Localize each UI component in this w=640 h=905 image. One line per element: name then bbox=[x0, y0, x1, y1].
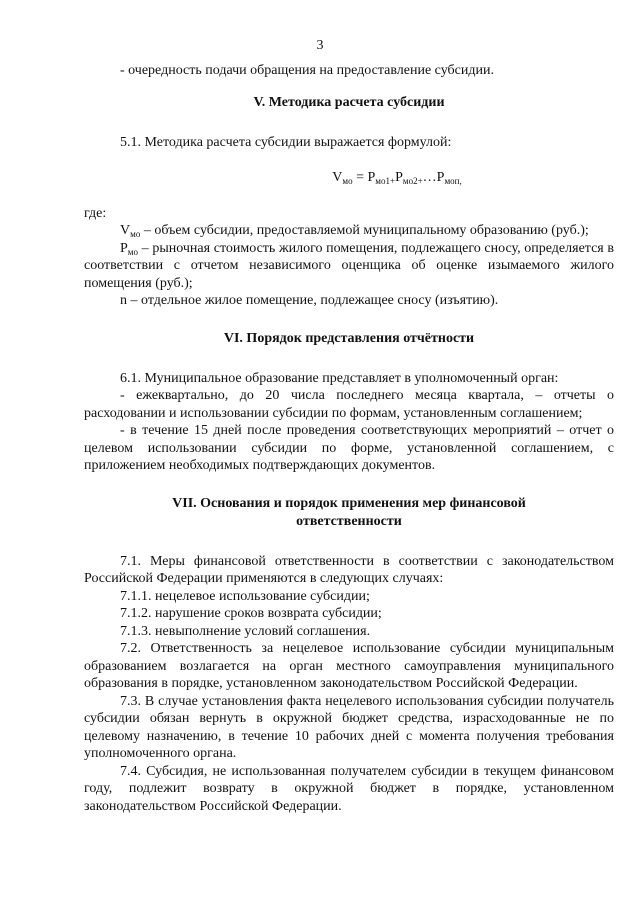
subsidy-formula: $V_{мо}$ = $P_{мо1+}P_{мо2+}\dots P_{моп,}$ bbox=[332, 170, 462, 186]
section-7-paragraph-5: 7.2. Ответственность за нецелевое использование субсидии муниципальным образованием возлагается на орган местного самоуправления муниципального образования в порядке, установленном законодательством Российской Федерации. bbox=[84, 641, 614, 691]
definition-market-value: $P_{мо}$ – рыночная стоимость жилого помещения, подлежащего сносу, определяется в соответствии с отчетом независимого оценщика об оценке изымаемого жилого помещения (руб.); bbox=[84, 240, 614, 291]
intro-line: - очередность подачи обращения на предоставление субсидии. bbox=[120, 63, 494, 78]
section-7-paragraph-2: 7.1.1. нецелевое использование субсидии; bbox=[120, 588, 370, 604]
section-5-heading: V. Методика расчета субсидии bbox=[253, 94, 445, 110]
where-label: где: bbox=[84, 205, 107, 221]
section-6-paragraph-1: 6.1. Муниципальное образование представляет в уполномоченный орган: bbox=[120, 370, 559, 386]
section-5-paragraph-1: 5.1. Методика расчета субсидии выражается формулой: bbox=[120, 134, 452, 150]
section-6-paragraph-3: - в течение 15 дней после проведения соответствующих мероприятий – отчет о целевом использовании субсидии по форме, установленной соглашением, с приложением необходимых подтверждающих документов. bbox=[84, 423, 614, 473]
definition-n: n – отдельное жилое помещение, подлежащее сносу (изъятию). bbox=[120, 293, 499, 308]
section-7-paragraph-7: 7.4. Субсидия, не использованная получателем субсидии в текущем финансовом году, подлежит возврату в окружной бюджет в порядке, установленном законодательством Российской Федерации. bbox=[84, 763, 614, 814]
section-7-paragraph-6: 7.3. В случае установления факта нецелевого использования субсидии получатель субсидии обязан вернуть в окружной бюджет средства, израсходованные не по целевому назначению, в течение 10 рабочих дней с момента получения требования уполномоченного органа. bbox=[84, 693, 614, 761]
document-body bbox=[84, 62, 614, 815]
section-7-paragraph-3: 7.1.2. нарушение сроков возврата субсидии; bbox=[120, 606, 382, 621]
section-7-heading-line-1: VII. Основания и порядок применения мер финансовой bbox=[172, 495, 526, 511]
section-7-paragraph-4: 7.1.3. невыполнение условий соглашения. bbox=[120, 623, 371, 639]
section-6-heading: VI. Порядок представления отчётности bbox=[223, 330, 475, 346]
section-6-paragraph-2: - ежеквартально, до 20 числа последнего месяца квартала, – отчеты о расходовании и использовании субсидии по формам, установленным соглашением; bbox=[84, 388, 614, 421]
definition-volume: $V_{мо}$ – объем субсидии, предоставляемой муниципальному образованию (руб.); bbox=[120, 223, 589, 239]
section-7-paragraph-1: 7.1. Меры финансовой ответственности в соответствии с законодательством Российской Федерации применяются в следующих случаях: bbox=[84, 553, 614, 586]
page-number: 3 bbox=[316, 38, 324, 53]
section-7-heading-line-2: ответственности bbox=[296, 513, 402, 529]
